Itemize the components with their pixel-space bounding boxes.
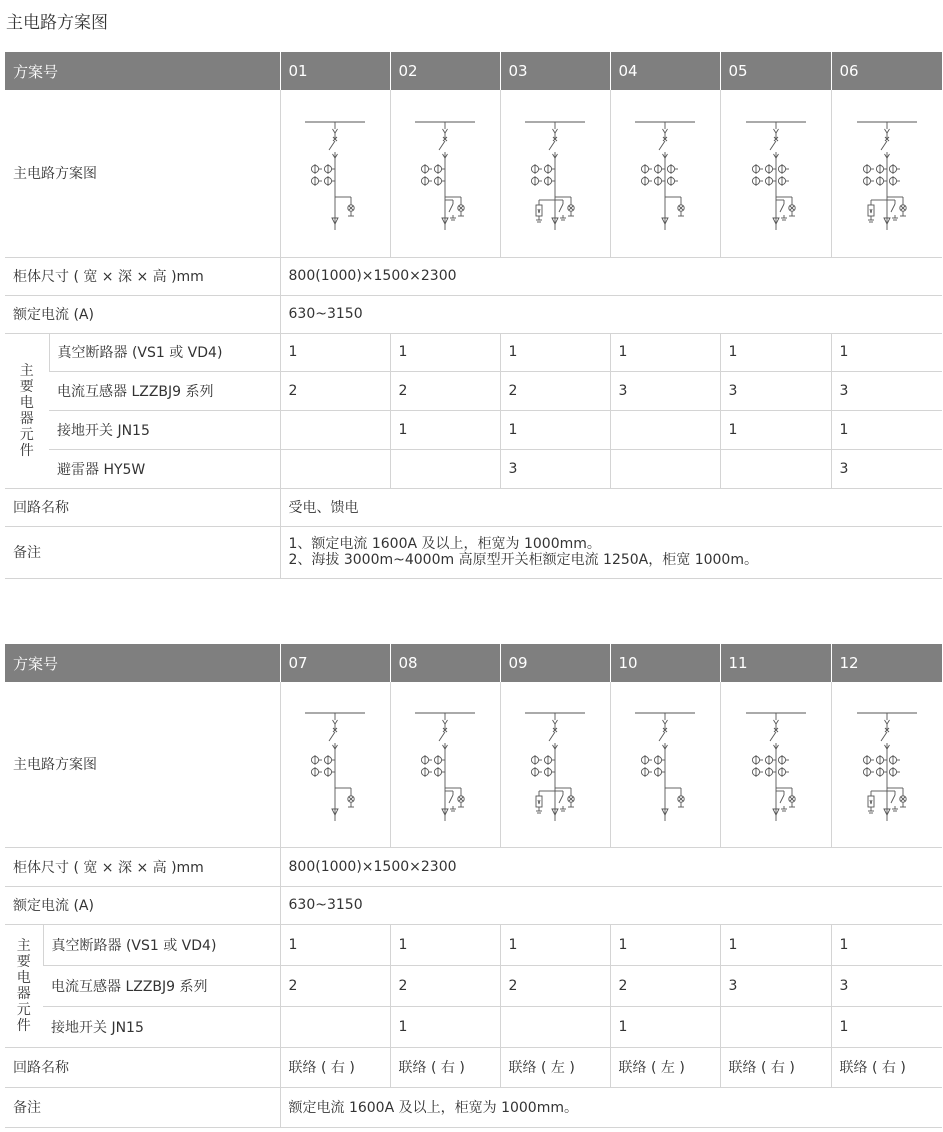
arrester-label: 避雷器 HY5W: [49, 449, 280, 488]
circuit-diagram: [390, 90, 500, 257]
rated-current-value: 630~3150: [280, 886, 942, 924]
circuit-diagram: [500, 90, 610, 257]
earthing-switch-label: 接地开关 JN15: [49, 410, 280, 449]
header-row: [5, 644, 942, 682]
cell: 1: [390, 410, 500, 449]
scheme-no: 07: [280, 644, 390, 682]
cell: 1: [500, 924, 610, 965]
remarks-label: 备注: [5, 1087, 280, 1127]
scheme-no: 06: [831, 52, 942, 90]
rated-current-row: [5, 295, 942, 333]
diagram-svg: [523, 703, 587, 825]
cell: 1: [390, 924, 500, 965]
cell: 2: [280, 371, 390, 410]
cabinet-size-value: 800(1000)×1500×2300: [280, 847, 942, 886]
circuit-name-value: 受电、馈电: [280, 488, 942, 526]
cell: 3: [610, 371, 720, 410]
remarks-row: [5, 526, 942, 578]
cell: 3: [831, 371, 942, 410]
earthing-switch-label: 接地开关 JN15: [43, 1006, 280, 1047]
cell: [720, 1006, 831, 1047]
diagram-svg: [303, 703, 367, 825]
cell: [280, 410, 390, 449]
cell: 2: [610, 965, 720, 1006]
scheme-no: 05: [720, 52, 831, 90]
cell: 1: [280, 924, 390, 965]
earthing-switch-row: [5, 1006, 942, 1047]
cell: 2: [500, 371, 610, 410]
cell: 联络 ( 右 ): [390, 1047, 500, 1087]
circuit-diagram: [280, 90, 390, 257]
circuit-name-label: 回路名称: [5, 1047, 280, 1087]
diagram-svg: [855, 112, 919, 234]
circuit-diagram: [610, 682, 720, 847]
arrester-row: [5, 449, 942, 488]
cell: 1: [831, 924, 942, 965]
scheme-table-1: [5, 52, 942, 579]
scheme-no: 12: [831, 644, 942, 682]
cell: [390, 449, 500, 488]
current-transformer-label: 电流互感器 LZZBJ9 系列: [43, 965, 280, 1006]
cell: 1: [610, 333, 720, 371]
cell: 1: [280, 333, 390, 371]
cell: 联络 ( 右 ): [720, 1047, 831, 1087]
cabinet-size-row: [5, 847, 942, 886]
cell: 1: [720, 333, 831, 371]
scheme-no: 08: [390, 644, 500, 682]
scheme-no: 10: [610, 644, 720, 682]
cell: 联络 ( 左 ): [610, 1047, 720, 1087]
cell: 1: [831, 410, 942, 449]
diagram-label: 主电路方案图: [5, 90, 280, 257]
remark-line: 1、额定电流 1600A 及以上，柜宽为 1000mm。: [288, 536, 601, 552]
cell: 3: [831, 965, 942, 1006]
current-transformer-row: [5, 371, 942, 410]
cell: [610, 449, 720, 488]
cell: [280, 1006, 390, 1047]
diagram-svg: [633, 703, 697, 825]
circuit-diagram: [610, 90, 720, 257]
cell: 联络 ( 左 ): [500, 1047, 610, 1087]
rated-current-row: [5, 886, 942, 924]
scheme-no: 02: [390, 52, 500, 90]
vacuum-breaker-row: [5, 924, 942, 965]
remarks-value: [280, 526, 942, 578]
diagram-row: [5, 682, 942, 847]
main-components-label: 主 要 电 器 元 件: [5, 924, 43, 1047]
scheme-no-label: 方案号: [5, 644, 280, 682]
diagram-svg: [855, 703, 919, 825]
scheme-no: 09: [500, 644, 610, 682]
circuit-name-row: [5, 488, 942, 526]
cell: [610, 410, 720, 449]
diagram-svg: [744, 112, 808, 234]
cell: 1: [720, 410, 831, 449]
cell: 1: [720, 924, 831, 965]
page-title: 主电路方案图: [6, 13, 108, 33]
circuit-diagram: [831, 90, 942, 257]
current-transformer-label: 电流互感器 LZZBJ9 系列: [49, 371, 280, 410]
circuit-name-label: 回路名称: [5, 488, 280, 526]
cell: 3: [831, 449, 942, 488]
cell: [720, 449, 831, 488]
rated-current-value: 630~3150: [280, 295, 942, 333]
vacuum-breaker-label: 真空断路器 (VS1 或 VD4): [43, 924, 280, 965]
diagram-row: [5, 90, 942, 257]
cell: 2: [280, 965, 390, 1006]
diagram-label: 主电路方案图: [5, 682, 280, 847]
diagram-svg: [303, 112, 367, 234]
cell: 1: [610, 1006, 720, 1047]
cell: [280, 449, 390, 488]
cabinet-size-label: 柜体尺寸 ( 宽 × 深 × 高 )mm: [5, 257, 280, 295]
cell: 1: [500, 333, 610, 371]
rated-current-label: 额定电流 (A): [5, 886, 280, 924]
diagram-svg: [523, 112, 587, 234]
cell: 1: [610, 924, 720, 965]
cabinet-size-label: 柜体尺寸 ( 宽 × 深 × 高 )mm: [5, 847, 280, 886]
cell: 1: [390, 1006, 500, 1047]
cabinet-size-row: [5, 257, 942, 295]
cell: 3: [720, 371, 831, 410]
current-transformer-row: [5, 965, 942, 1006]
circuit-diagram: [720, 90, 831, 257]
cell: 3: [500, 449, 610, 488]
cell: 1: [390, 333, 500, 371]
circuit-diagram: [831, 682, 942, 847]
circuit-diagram: [500, 682, 610, 847]
scheme-no: 11: [720, 644, 831, 682]
cell: 1: [831, 1006, 942, 1047]
cell: 2: [390, 371, 500, 410]
scheme-no: 03: [500, 52, 610, 90]
remark-line: 2、海拔 3000m~4000m 高原型开关柜额定电流 1250A，柜宽 1000m。: [288, 552, 758, 568]
diagram-svg: [744, 703, 808, 825]
cell: 2: [500, 965, 610, 1006]
scheme-no: 01: [280, 52, 390, 90]
earthing-switch-row: [5, 410, 942, 449]
scheme-no-label: 方案号: [5, 52, 280, 90]
circuit-diagram: [390, 682, 500, 847]
circuit-name-row: [5, 1047, 942, 1087]
header-row: [5, 52, 942, 90]
vacuum-breaker-row: [5, 333, 942, 371]
cell: 联络 ( 右 ): [831, 1047, 942, 1087]
circuit-diagram: [280, 682, 390, 847]
diagram-svg: [413, 703, 477, 825]
scheme-table-2: [5, 644, 942, 1128]
remarks-value: 额定电流 1600A 及以上，柜宽为 1000mm。: [280, 1087, 942, 1127]
remarks-row: [5, 1087, 942, 1127]
cell: 1: [831, 333, 942, 371]
scheme-no: 04: [610, 52, 720, 90]
cabinet-size-value: 800(1000)×1500×2300: [280, 257, 942, 295]
cell: 1: [500, 410, 610, 449]
rated-current-label: 额定电流 (A): [5, 295, 280, 333]
diagram-svg: [413, 112, 477, 234]
circuit-diagram: [720, 682, 831, 847]
cell: 联络 ( 右 ): [280, 1047, 390, 1087]
vacuum-breaker-label: 真空断路器 (VS1 或 VD4): [49, 333, 280, 371]
diagram-svg: [633, 112, 697, 234]
cell: [500, 1006, 610, 1047]
cell: 2: [390, 965, 500, 1006]
cell: 3: [720, 965, 831, 1006]
remarks-label: 备注: [5, 526, 280, 578]
main-components-label: 主 要 电 器 元 件: [5, 333, 49, 488]
